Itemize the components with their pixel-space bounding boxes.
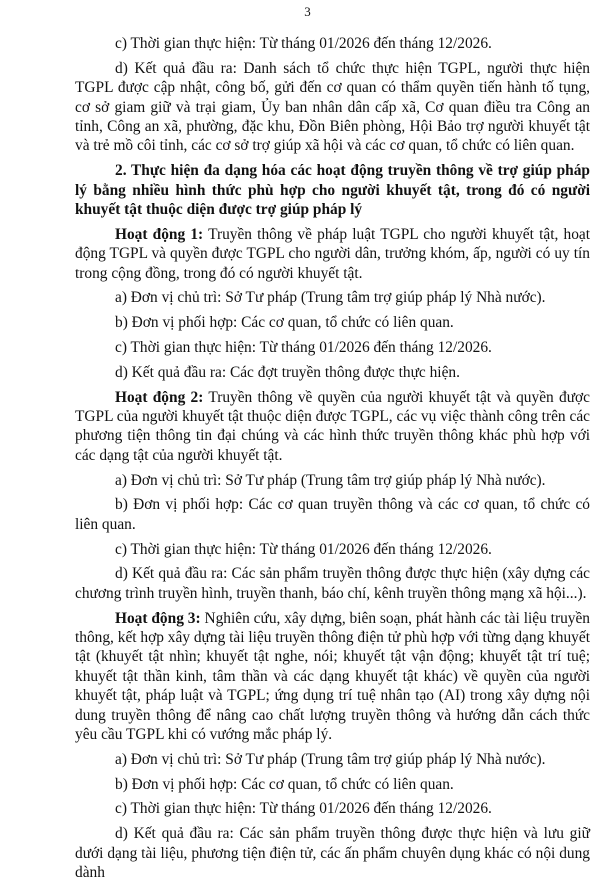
- paragraph: [75, 540, 590, 559]
- activity-label: Hoạt động 2:: [115, 388, 204, 406]
- paragraph-text: d) Kết quả đầu ra: Danh sách tổ chức thực hiện TGPL, người thực hiện TGPL được cập nhật, công bố, gửi đến cơ quan có thẩm quyền tiến hành tố tụng, cơ sở giam giữ và trại giam, Ủy ban nhân dân cấp xã, Cơ quan điều tra Công an tỉnh, Công an xã, phường, đặc khu, Đồn Biên phòng, Hội Bảo trợ người khuyết tật và trẻ mồ côi tỉnh, các cơ sở trợ giúp xã hội và các cơ quan, tổ chức có liên quan.: [75, 59, 590, 155]
- paragraph: [75, 363, 590, 382]
- activity-paragraph: [75, 388, 590, 466]
- document-body: [75, 34, 590, 888]
- paragraph: [75, 59, 590, 156]
- paragraph: [75, 564, 590, 603]
- activity-paragraph: [75, 225, 590, 283]
- paragraph-text: d) Kết quả đầu ra: Các sản phẩm truyền thông được thực hiện và lưu giữ dưới dạng tài liệu, phương tiện điện tử, các ấn phẩm chuyên dụng khác có nội dung dành: [75, 825, 590, 882]
- page-number: 3: [304, 4, 311, 19]
- paragraph-text: c) Thời gian thực hiện: Từ tháng 01/2026 đến tháng 12/2026.: [115, 35, 492, 52]
- section-heading: 2. Thực hiện đa dạng hóa các hoạt động truyền thông về trợ giúp pháp lý bằng nhiều hình thức phù hợp cho người khuyết tật, trong đó có người khuyết tật thuộc diện được trợ giúp pháp lý: [75, 162, 590, 219]
- paragraph: [75, 824, 590, 882]
- paragraph: [75, 750, 590, 769]
- paragraph: [75, 775, 590, 794]
- paragraph-text: d) Kết quả đầu ra: Các sản phẩm truyền thông được thực hiện (xây dựng các chương trình truyền hình, truyền thanh, báo chí, kênh truyền thông mạng xã hội...).: [75, 565, 590, 602]
- paragraph: [75, 34, 590, 53]
- paragraph: [75, 338, 590, 357]
- activity-paragraph: [75, 609, 590, 745]
- paragraph-text: c) Thời gian thực hiện: Từ tháng 01/2026 đến tháng 12/2026.: [115, 800, 492, 818]
- paragraph-text: a) Đơn vị chủ trì: Sở Tư pháp (Trung tâm trợ giúp pháp lý Nhà nước).: [115, 471, 546, 489]
- activity-label: Hoạt động 1:: [115, 225, 204, 243]
- paragraph: [75, 799, 590, 818]
- paragraph: [75, 313, 590, 332]
- paragraph-text: Truyền thông về quyền của người khuyết tật và quyền được TGPL của người khuyết tật thuộc diện được TGPL, các vụ việc thành công trên các phương tiện thông tin đại chúng và các hình thức truyền thông khác phù hợp với các dạng tật của người khuyết tật.: [75, 388, 590, 464]
- paragraph: [75, 471, 590, 490]
- paragraph: [75, 495, 590, 534]
- paragraph-text: c) Thời gian thực hiện: Từ tháng 01/2026 đến tháng 12/2026.: [115, 339, 492, 357]
- paragraph-text: b) Đơn vị phối hợp: Các cơ quan, tổ chức có liên quan.: [115, 775, 454, 793]
- paragraph-text: c) Thời gian thực hiện: Từ tháng 01/2026 đến tháng 12/2026.: [115, 540, 492, 558]
- paragraph-text: a) Đơn vị chủ trì: Sở Tư pháp (Trung tâm trợ giúp pháp lý Nhà nước).: [115, 289, 546, 307]
- paragraph-text: Nghiên cứu, xây dựng, biên soạn, phát hành các tài liệu truyền thông, kết hợp xây dựng tài liệu truyền thông điện tử phù hợp với từng dạng khuyết tật (khuyết tật nhìn; khuyết tật nghe, nói; khuyết tật vận động; khuyết tật trí tuệ; khuyết tật thần kinh, tâm thần và các dạng khuyết tật khác) về quyền của người khuyết tật, pháp luật và TGPL; ứng dụng trí tuệ nhân tạo (AI) trong xây dựng nội dung truyền thông để nâng cao chất lượng truyền thông và hướng dẫn cách thức yêu cầu TGPL khi có vướng mắc pháp lý.: [75, 609, 590, 744]
- activity-label: Hoạt động 3:: [115, 609, 201, 627]
- paragraph-text: Truyền thông về pháp luật TGPL cho người khuyết tật, hoạt động TGPL và quyền được TGPL cho người dân, trưởng khóm, ấp, người có uy tín trong cộng đồng, trong đó có người khuyết tật.: [75, 225, 591, 282]
- paragraph-text: b) Đơn vị phối hợp: Các cơ quan truyền thông và các cơ quan, tổ chức có liên quan.: [75, 496, 590, 533]
- paragraph-text: b) Đơn vị phối hợp: Các cơ quan, tổ chức có liên quan.: [115, 314, 454, 332]
- paragraph-text: d) Kết quả đầu ra: Các đợt truyền thông được thực hiện.: [115, 363, 460, 381]
- paragraph: [75, 288, 590, 307]
- paragraph-text: a) Đơn vị chủ trì: Sở Tư pháp (Trung tâm trợ giúp pháp lý Nhà nước).: [115, 750, 546, 768]
